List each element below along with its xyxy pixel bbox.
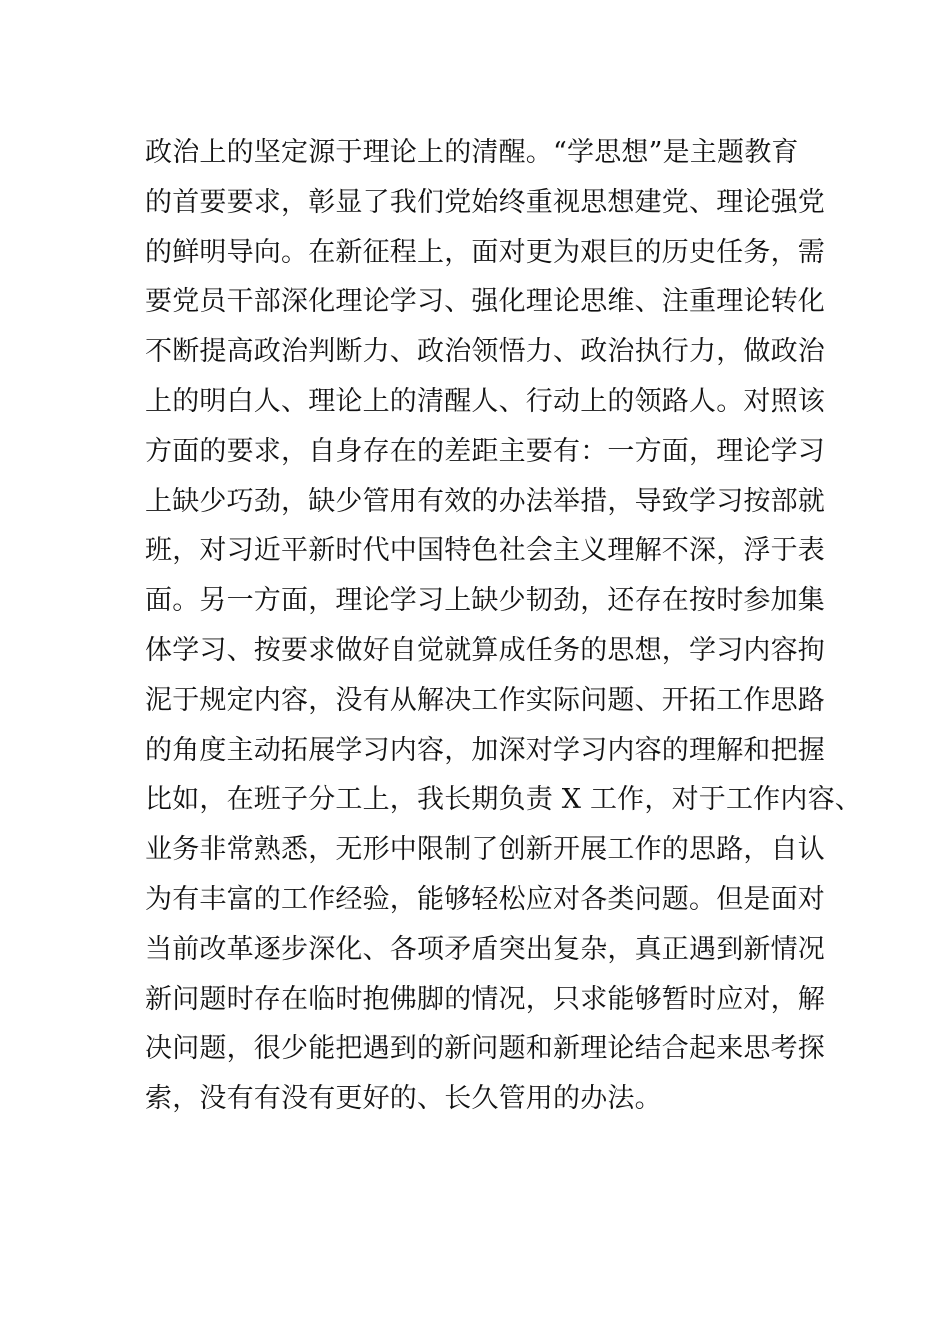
text-line: 的鲜明导向。在新征程上，面对更为艰巨的历史任务，需 [145,236,825,268]
text-line: 方面的要求，自身存在的差距主要有：一方面，理论学习 [145,435,825,467]
text-line: 政治上的坚定源于理论上的清醒。“学思想”是主题教育 [145,137,799,168]
text-line: 决问题，很少能把遇到的新问题和新理论结合起来思考探 [145,1033,825,1065]
text-line: 泥于规定内容，没有从解决工作实际问题、开拓工作思路 [145,684,825,716]
text-line: 当前改革逐步深化、各项矛盾突出复杂，真正遇到新情况 [145,933,825,965]
text-line: 面。另一方面，理论学习上缺少韧劲，还存在按时参加集 [145,585,825,617]
text-line: 体学习、按要求做好自觉就算成任务的思想，学习内容拘 [145,634,825,666]
text-line: 班，对习近平新时代中国特色社会主义理解不深，浮于表 [145,535,825,567]
text-line: 业务非常熟悉，无形中限制了创新开展工作的思路，自认 [145,834,825,866]
text-line: 要党员干部深化理论学习、强化理论思维、注重理论转化 [145,286,825,318]
text-line: 上的明白人、理论上的清醒人、行动上的领路人。对照该 [145,385,825,417]
text-line: 的角度主动拓展学习内容，加深对学习内容的理解和把握 [145,734,825,766]
text-line: 为有丰富的工作经验，能够轻松应对各类问题。但是面对 [145,883,825,915]
text-line: 不断提高政治判断力、政治领悟力、政治执行力，做政治 [145,336,825,368]
text-line: 比如，在班子分工上，我长期负责 X 工作，对于工作内容、 [145,784,862,816]
body-paragraph [145,128,862,1124]
text-line: 索，没有有没有更好的、长久管用的办法。 [145,1083,662,1115]
text-line: 的首要要求，彰显了我们党始终重视思想建党、理论强党 [145,186,825,218]
text-line: 上缺少巧劲，缺少管用有效的办法举措，导致学习按部就 [145,485,825,517]
text-line: 新问题时存在临时抱佛脚的情况，只求能够暂时应对，解 [145,983,825,1015]
